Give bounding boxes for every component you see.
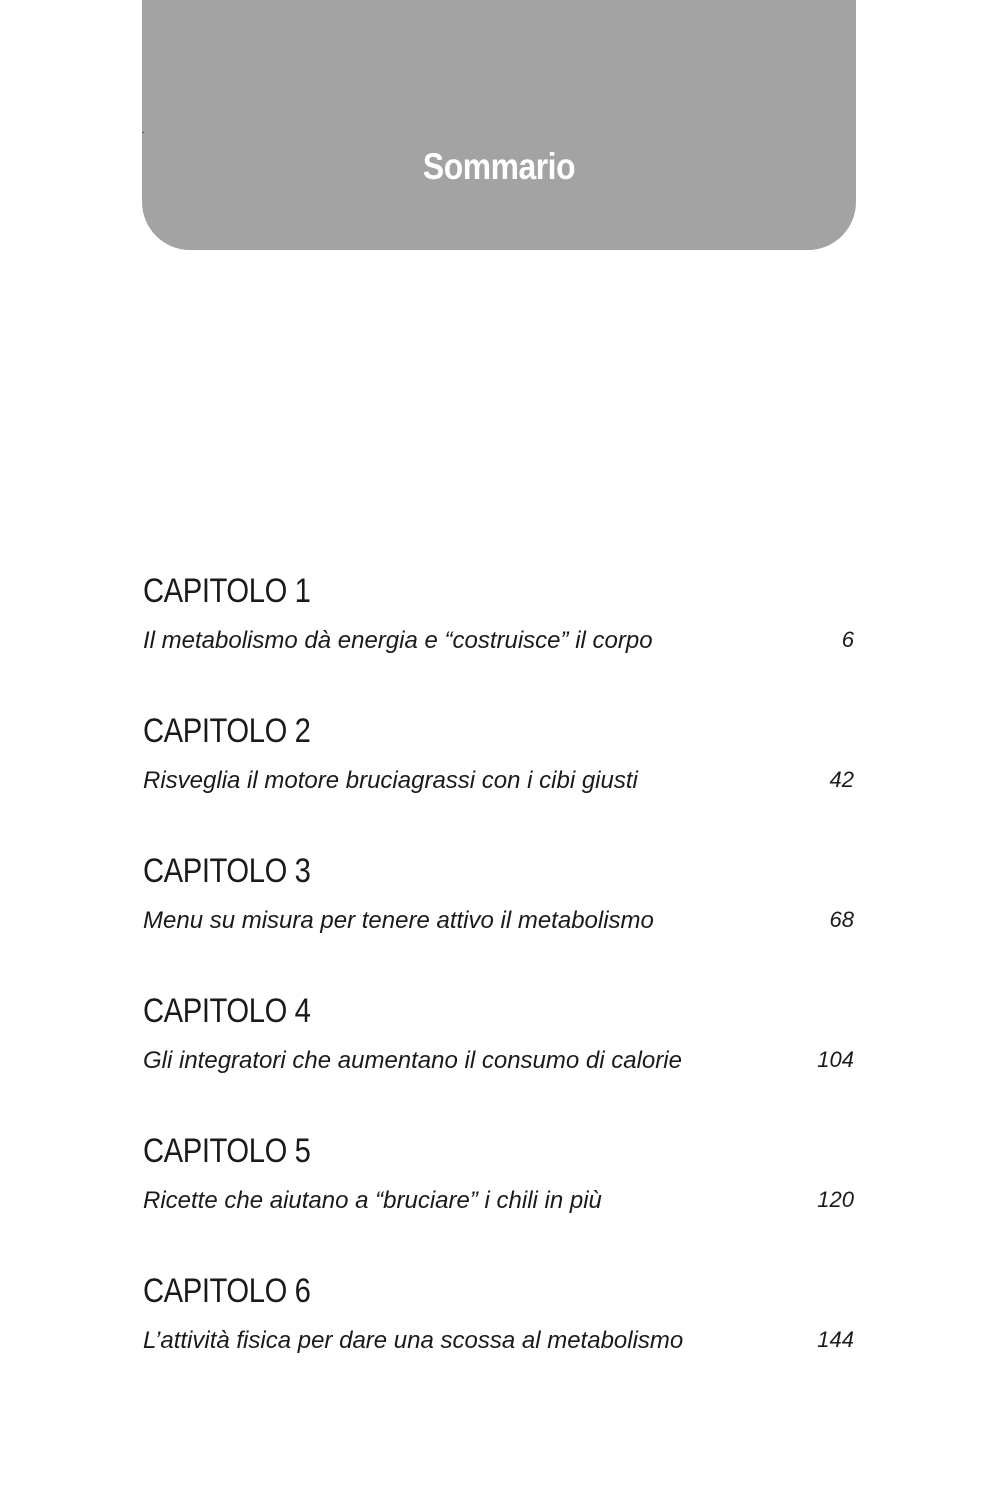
chapter-row [143, 767, 854, 799]
chapter-row [143, 1327, 854, 1359]
chapter-subtitle: Ricette che aiutano a “bruciare” i chili in più [143, 1187, 602, 1214]
chapter-subtitle: Gli integratori che aumentano il consumo di calorie [143, 1047, 682, 1074]
chapter-row [143, 1187, 854, 1219]
chapter-subtitle: Il metabolismo dà energia e “costruisce” il corpo [143, 627, 653, 654]
chapter-label: CAPITOLO 2 [143, 712, 311, 750]
chapter-label: CAPITOLO 4 [143, 992, 311, 1030]
chapter-label: CAPITOLO 6 [143, 1272, 311, 1310]
chapter-label: CAPITOLO 1 [143, 572, 311, 610]
chapter-row [143, 907, 854, 939]
toc-entry-chapter-2[interactable] [143, 706, 854, 846]
header-band [142, 0, 856, 250]
page-title: Sommario [422, 146, 576, 187]
toc-entry-chapter-5[interactable] [143, 1126, 854, 1266]
chapter-row [143, 627, 854, 659]
chapter-page-number: 68 [829, 907, 854, 932]
chapter-page-number: 144 [817, 1327, 854, 1352]
toc-entry-chapter-3[interactable] [143, 846, 854, 986]
chapter-subtitle: Menu su misura per tenere attivo il metabolismo [143, 907, 654, 934]
table-of-contents [143, 566, 854, 1406]
chapter-label: CAPITOLO 5 [143, 1132, 311, 1170]
toc-entry-chapter-1[interactable] [143, 566, 854, 706]
chapter-label: CAPITOLO 3 [143, 852, 311, 890]
toc-entry-chapter-6[interactable] [143, 1266, 854, 1406]
header-tick-mark [142, 132, 144, 133]
chapter-subtitle: L’attività fisica per dare una scossa al metabolismo [143, 1327, 684, 1354]
chapter-page-number: 6 [841, 627, 854, 652]
chapter-page-number: 120 [817, 1187, 854, 1212]
toc-entry-chapter-4[interactable] [143, 986, 854, 1126]
chapter-page-number: 104 [817, 1047, 854, 1072]
chapter-subtitle: Risveglia il motore bruciagrassi con i cibi giusti [143, 767, 638, 794]
chapter-page-number: 42 [829, 767, 854, 792]
chapter-row [143, 1047, 854, 1079]
